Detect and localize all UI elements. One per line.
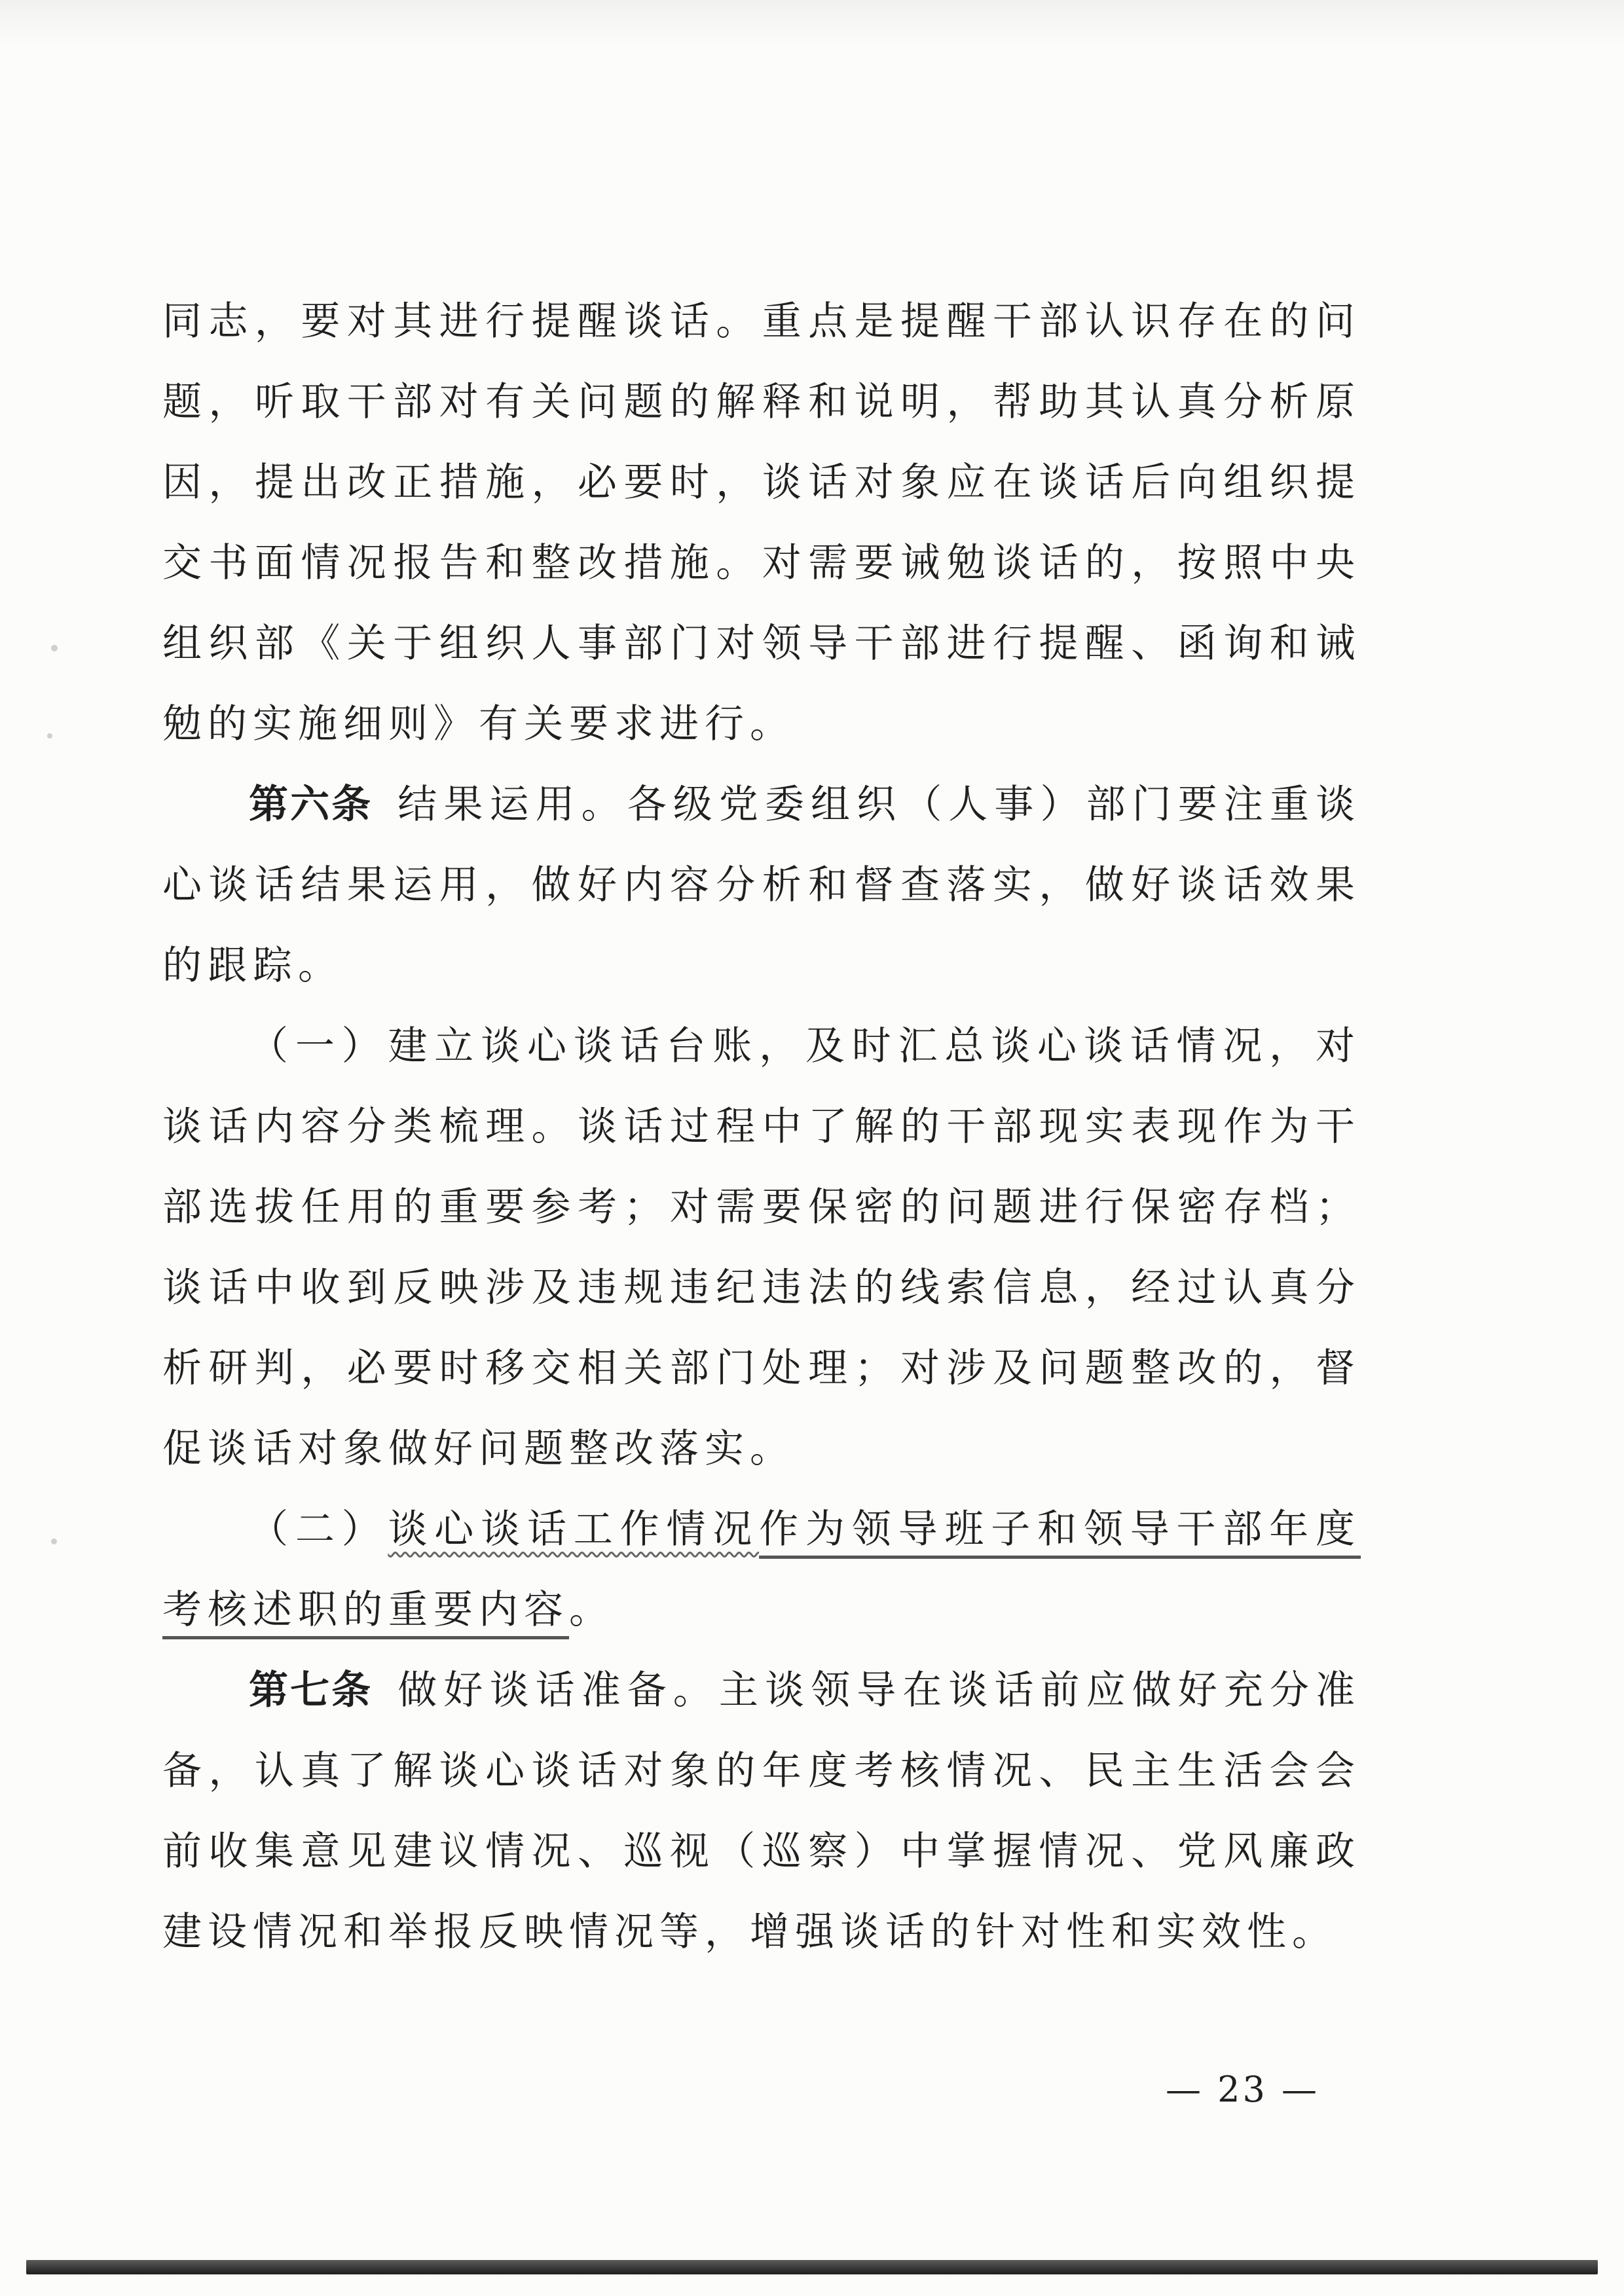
item-two-suffix: 。 xyxy=(569,1587,614,1633)
item-two-prefix: （二） xyxy=(249,1506,388,1552)
article-seven xyxy=(162,1650,1361,1973)
article-seven-text: 做好谈话准备。主谈领导在谈话前应做好充分准备，认真了解谈心谈话对象的年度考核情况、民主生活会会前收集意见建议情况、巡视（巡察）中掌握情况、党风廉政建设情况和举报反映情况等，增强谈话的针对性和实效性。 xyxy=(162,1667,1361,1955)
scan-speck xyxy=(51,645,58,651)
item-two xyxy=(162,1489,1361,1650)
article-seven-label: 第七条 xyxy=(249,1667,373,1713)
article-six-text: 结果运用。各级党委组织（人事）部门要注重谈心谈话结果运用，做好内容分析和督查落实，做好谈话效果的跟踪。 xyxy=(162,782,1361,989)
document-body xyxy=(162,282,1361,1973)
article-six xyxy=(162,765,1361,1006)
item-two-underlined-text: 作为领导班子和领导干部年度考核述职的重要内容 xyxy=(162,1506,1361,1633)
article-six-label: 第六条 xyxy=(249,782,373,828)
paragraph-continuation: 同志，要对其进行提醒谈话。重点是提醒干部认识存在的问题，听取干部对有关问题的解释和说明，帮助其认真分析原因，提出改正措施，必要时，谈话对象应在谈话后向组织提交书面情况报告和整改措施。对需要诫勉谈话的，按照中央组织部《关于组织人事部门对领导干部进行提醒、函询和诫勉的实施细则》有关要求进行。 xyxy=(162,299,1361,747)
item-one: （一）建立谈心谈话台账，及时汇总谈心谈话情况，对谈话内容分类梳理。谈话过程中了解的干部现实表现作为干部选拔任用的重要参考；对需要保密的问题进行保密存档；谈话中收到反映涉及违规违纪违法的线索信息，经过认真分析研判，必要时移交相关部门处理；对涉及问题整改的，督促谈话对象做好问题整改落实。 xyxy=(162,1023,1361,1472)
item-two-wavy-underline-text: 谈心谈话工作情况 xyxy=(388,1506,760,1552)
scan-speck xyxy=(51,1539,57,1544)
scan-top-shadow xyxy=(0,0,1624,46)
page-number: — 23 — xyxy=(1166,2069,1320,2110)
scan-speck xyxy=(47,733,52,738)
scan-bottom-edge xyxy=(26,2260,1598,2274)
